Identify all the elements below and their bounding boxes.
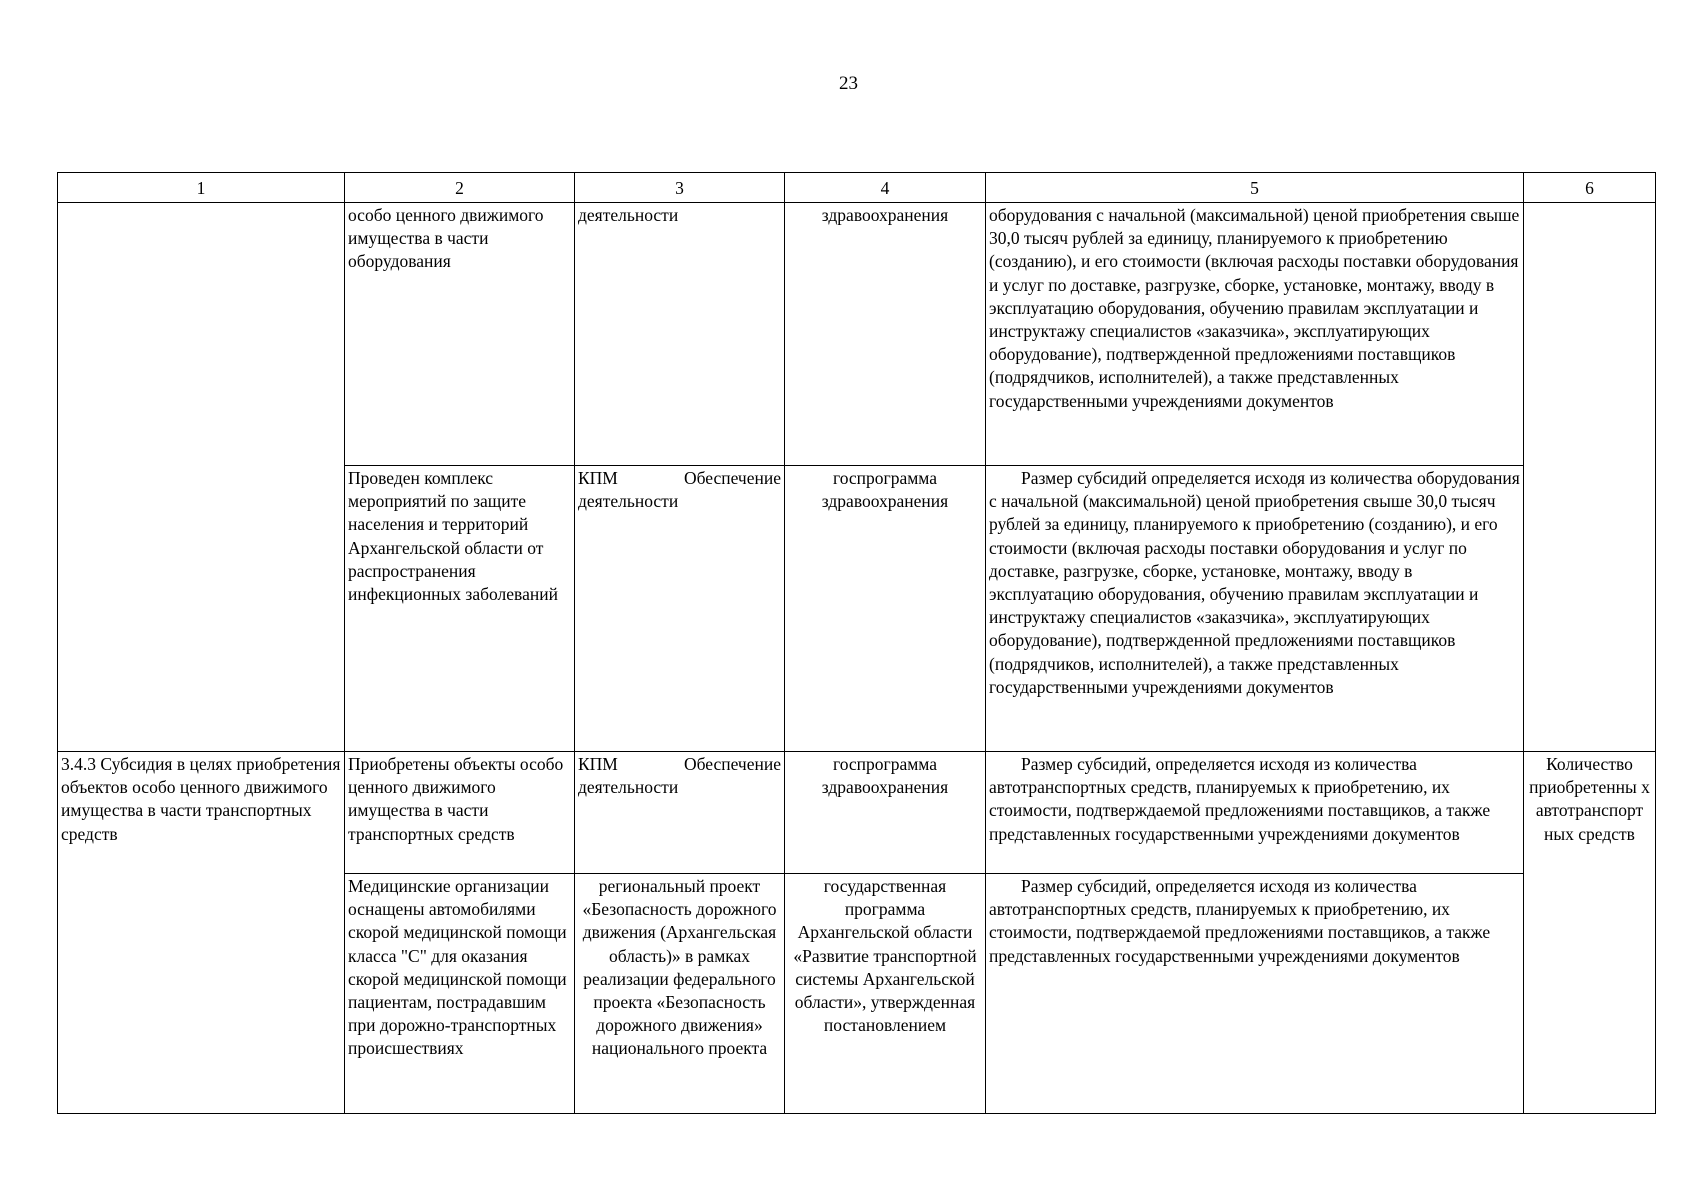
cell-r1-c4: здравоохранения	[785, 203, 986, 466]
cell-r3-c3-obespechenie: Обеспечение	[683, 754, 781, 774]
cell-r2-c3	[575, 466, 785, 752]
table-row	[58, 203, 1656, 466]
column-header-3: 3	[575, 173, 785, 203]
cell-r2-c5: Размер субсидий определяется исходя из количества оборудования с начальной (максимальной) ценой приобретения свыше 30,0 тысяч рублей за единицу, планируемого к приобретению (созданию), и его стоимости (включая расходы поставки оборудования и услуг по доставке, разгрузке, сборке, установке, монтажу, вводу в эксплуатацию оборудования, обучению правилам эксплуатации и инструктажу специалистов «заказчика», эксплуатирующих оборудование), подтвержденной предложениями поставщиков (подрядчиков, исполнителей), а также представленных государственными учреждениями документов	[986, 466, 1524, 752]
cell-r4-c4: государственная программа Архангельской области «Развитие транспортной системы Архангельской области», утвержденная постановлением	[785, 874, 986, 1114]
cell-r1-c3: деятельности	[575, 203, 785, 466]
cell-r2-c3-obespechenie: Обеспечение	[683, 468, 781, 488]
cell-r3-c3-line1	[578, 753, 781, 776]
page-number: 23	[839, 73, 858, 94]
cell-r3-c5: Размер субсидий, определяется исходя из количества автотранспортных средств, планируемых к приобретению, их стоимости, подтверждаемой предложениями поставщиков, а также представленных государственными учреждениями документов	[986, 752, 1524, 874]
cell-r3-c3	[575, 752, 785, 874]
cell-r1-c2: особо ценного движимого имущества в части оборудования	[345, 203, 575, 466]
cell-r4-c3: региональный проект «Безопасность дорожного движения (Архангельская область)» в рамках реализации федерального проекта «Безопасность дорожного движения» национального проекта	[575, 874, 785, 1114]
cell-r1-c6	[1524, 203, 1656, 752]
cell-r3-c3-kpm: КПМ	[578, 754, 618, 774]
cell-r4-c2: Медицинские организации оснащены автомобилями скорой медицинской помощи класса "С" для оказания скорой медицинской помощи пациентам, пострадавшим при дорожно-транспортных происшествиях	[345, 874, 575, 1114]
column-header-4: 4	[785, 173, 986, 203]
column-header-6: 6	[1524, 173, 1656, 203]
cell-r2-c4: госпрограмма здравоохранения	[785, 466, 986, 752]
table-header-row	[58, 173, 1656, 203]
column-header-2: 2	[345, 173, 575, 203]
cell-r3-c6: Количество приобретенны х автотранспорт ных средств	[1524, 752, 1656, 1114]
subsidy-table	[57, 172, 1656, 1114]
cell-r2-c2: Проведен комплекс мероприятий по защите населения и территорий Архангельской области от распространения инфекционных заболеваний	[345, 466, 575, 752]
cell-r2-c3-kpm: КПМ	[578, 468, 618, 488]
cell-r2-c3-line1	[578, 467, 781, 490]
cell-r4-c5: Размер субсидий, определяется исходя из количества автотранспортных средств, планируемых к приобретению, их стоимости, подтверждаемой предложениями поставщиков, а также представленных государственными учреждениями документов	[986, 874, 1524, 1114]
cell-r3-c2: Приобретены объекты особо ценного движимого имущества в части транспортных средств	[345, 752, 575, 874]
cell-r3-c3-line2: деятельности	[578, 777, 679, 798]
cell-r3-c1: 3.4.3 Субсидия в целях приобретения объектов особо ценного движимого имущества в части транспортных средств	[58, 752, 345, 1114]
column-header-5: 5	[986, 173, 1524, 203]
cell-r1-c1	[58, 203, 345, 752]
cell-r3-c4: госпрограмма здравоохранения	[785, 752, 986, 874]
cell-r2-c3-line2: деятельности	[578, 491, 679, 512]
column-header-1: 1	[58, 173, 345, 203]
cell-r1-c5: оборудования с начальной (максимальной) ценой приобретения свыше 30,0 тысяч рублей за единицу, планируемого к приобретению (созданию), и его стоимости (включая расходы поставки оборудования и услуг по доставке, разгрузке, сборке, установке, монтажу, вводу в эксплуатацию оборудования, обучению правилам эксплуатации и инструктажу специалистов «заказчика», эксплуатирующих оборудование), подтвержденной предложениями поставщиков (подрядчиков, исполнителей), а также представленных государственными учреждениями документов	[986, 203, 1524, 466]
table-row	[58, 752, 1656, 874]
